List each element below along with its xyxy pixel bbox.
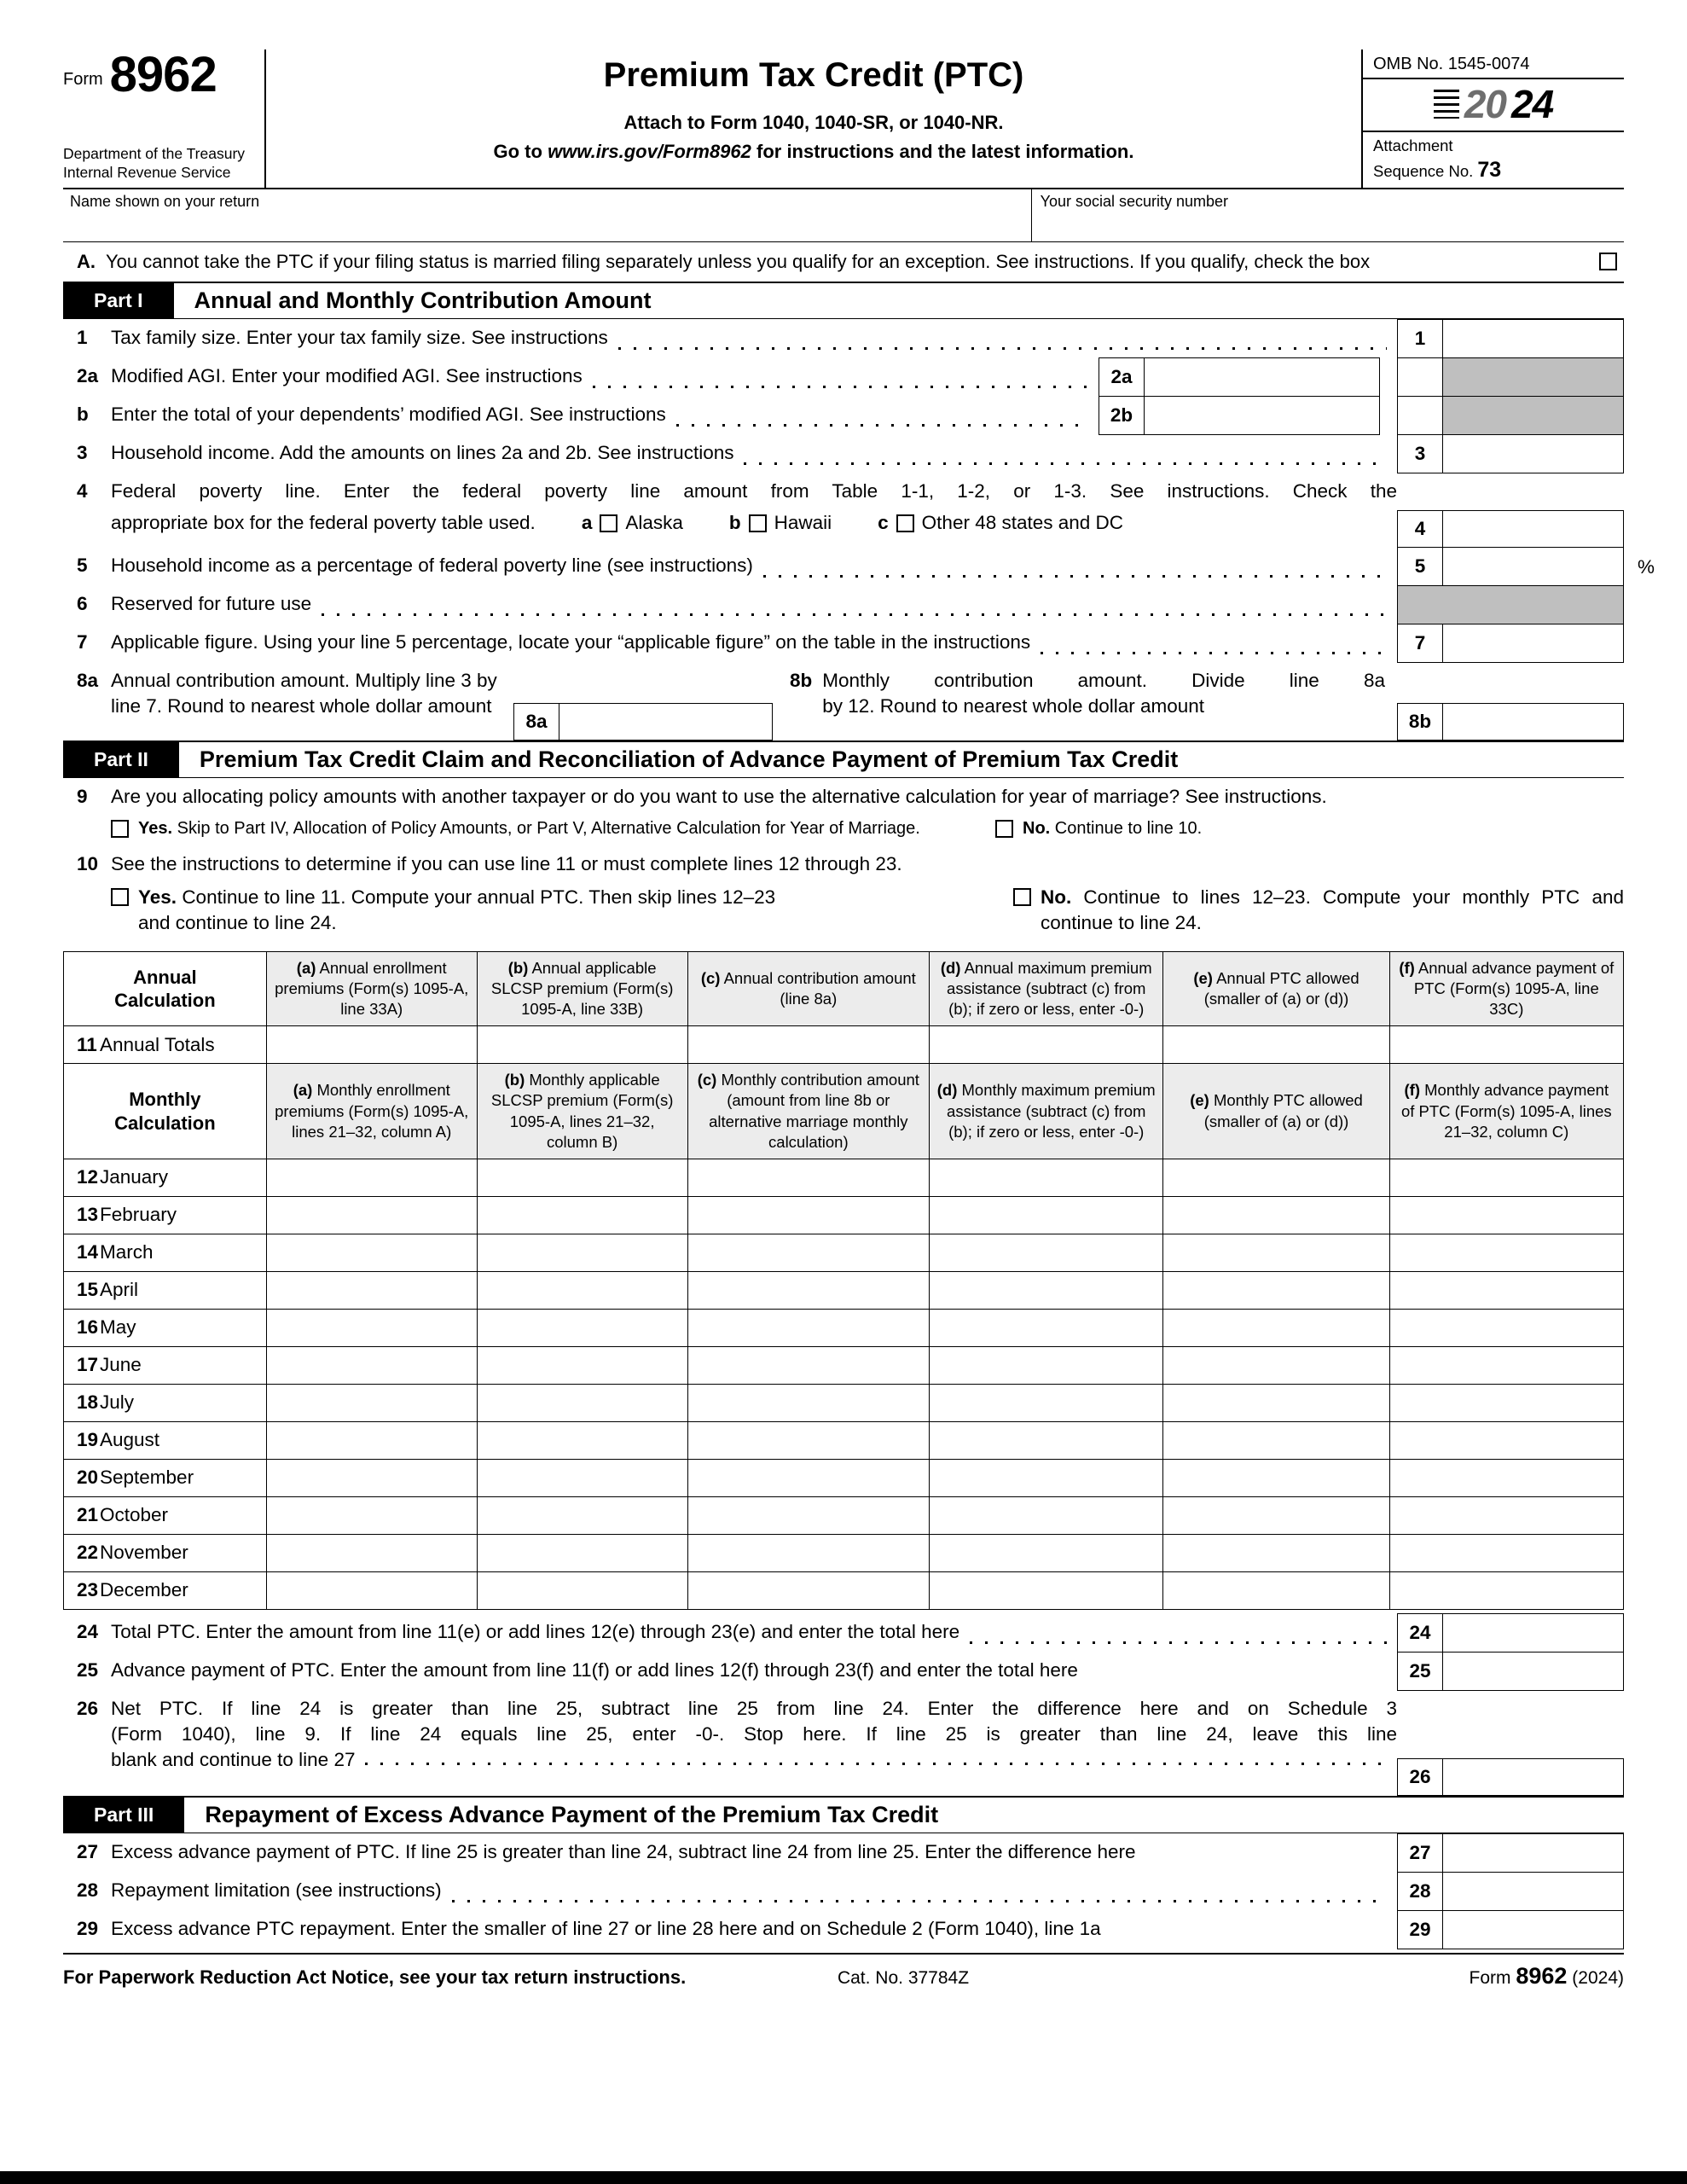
annual-col-e-header: (e) Annual PTC allowed (smaller of (a) or (d))	[1163, 952, 1389, 1026]
entry-cell[interactable]	[1163, 1234, 1389, 1271]
entry-cell[interactable]	[477, 1346, 687, 1384]
annual-totals-row	[64, 1026, 1624, 1064]
form-id-block	[63, 49, 266, 188]
line-29-entry[interactable]	[1443, 1910, 1624, 1949]
entry-cell[interactable]	[930, 1234, 1163, 1271]
entry-cell[interactable]	[266, 1346, 477, 1384]
entry-cell[interactable]	[266, 1159, 477, 1196]
line-2b-shaded-area	[1443, 396, 1624, 435]
entry-cell[interactable]	[477, 1309, 687, 1346]
entry-cell[interactable]	[930, 1271, 1163, 1309]
entry-cell[interactable]	[687, 1384, 929, 1421]
entry-cell[interactable]	[266, 1271, 477, 1309]
dotted-leader	[322, 613, 1387, 616]
exception-checkbox[interactable]	[1599, 253, 1617, 270]
line-29-text: Excess advance PTC repayment. Enter the smaller of line 27 or line 28 here and on Schedule 2 (Form 1040), line 1a	[111, 1917, 1101, 1939]
line-7-box-label: 7	[1397, 624, 1443, 663]
omb-number: OMB No. 1545-0074	[1373, 55, 1530, 73]
goto-instruction: Go to www.irs.gov/Form8962 for instructions and the latest information.	[493, 141, 1134, 162]
month-row-june: 17June	[64, 1346, 1624, 1384]
line-28-entry[interactable]	[1443, 1872, 1624, 1911]
ssn-label: Your social security number	[1040, 192, 1229, 210]
line-9	[63, 778, 1624, 814]
line-11d-entry[interactable]	[930, 1026, 1163, 1064]
line-8b-box-label: 8b	[1397, 703, 1443, 741]
name-field[interactable]	[63, 189, 1031, 241]
part1-label: Part I	[63, 283, 174, 318]
entry-cell[interactable]	[930, 1196, 1163, 1234]
entry-cell[interactable]	[266, 1384, 477, 1421]
line-29-number: 29	[77, 1917, 99, 1939]
line-10-yes-option	[111, 885, 838, 937]
line-2a-number: 2a	[77, 364, 99, 386]
poverty-option-c: c Other 48 states and DC	[878, 511, 1124, 533]
line-28-text: Repayment limitation (see instructions)	[111, 1879, 442, 1901]
line-1-box-label: 1	[1397, 319, 1443, 358]
line-2a-blank-box	[1397, 357, 1443, 397]
notice-a	[63, 242, 1624, 282]
line-6-reserved-area	[1397, 585, 1624, 624]
entry-cell[interactable]	[1163, 1534, 1389, 1571]
entry-cell[interactable]	[1389, 1534, 1623, 1571]
ssn-field[interactable]	[1031, 189, 1624, 241]
month-row-april: 15April	[64, 1271, 1624, 1309]
monthly-col-c-header: (c) Monthly contribution amount (amount from line 8b or alternative marriage monthly calculation)	[687, 1064, 929, 1159]
entry-cell[interactable]	[477, 1159, 687, 1196]
month-row-september: 20September	[64, 1459, 1624, 1496]
line-2b	[63, 396, 1624, 435]
month-row-november: 22November	[64, 1534, 1624, 1571]
entry-cell[interactable]	[1163, 1271, 1389, 1309]
entry-cell[interactable]	[1163, 1196, 1389, 1234]
entry-cell[interactable]	[687, 1571, 929, 1609]
line-24	[63, 1613, 1624, 1653]
entry-cell[interactable]	[477, 1271, 687, 1309]
line-3-entry[interactable]	[1443, 434, 1624, 473]
line-11c-entry[interactable]	[687, 1026, 929, 1064]
form-number: 8962	[109, 47, 217, 102]
line-10-yes-checkbox[interactable]	[111, 888, 129, 906]
line-3-box-label: 3	[1397, 434, 1443, 473]
sequence-number: 73	[1477, 158, 1502, 183]
line-25-number: 25	[77, 1658, 99, 1681]
hawaii-checkbox[interactable]	[749, 514, 767, 532]
entry-cell[interactable]	[687, 1159, 929, 1196]
line-5-text: Household income as a percentage of federal poverty line (see instructions)	[111, 554, 753, 576]
line-7-entry[interactable]	[1443, 624, 1624, 663]
entry-cell[interactable]	[930, 1534, 1163, 1571]
entry-cell[interactable]	[1163, 1384, 1389, 1421]
line-4-text: Federal poverty line. Enter the federal poverty line amount from Table 1-1, 1-2, or 1-3. See instructions. Check the appropriate box for the federal poverty table used. a Alaska b Hawaii c Other 48 states and DC	[111, 473, 1397, 548]
entry-cell[interactable]	[266, 1234, 477, 1271]
line-8a-box-label: 8a	[513, 703, 559, 741]
line-29	[63, 1910, 1624, 1949]
notice-a-letter: A.	[77, 250, 96, 272]
entry-cell[interactable]	[930, 1459, 1163, 1496]
dotted-leader	[970, 1641, 1387, 1644]
dotted-leader	[1041, 652, 1387, 654]
other-48-states-checkbox[interactable]	[896, 514, 914, 532]
entry-cell[interactable]	[1163, 1496, 1389, 1534]
line-26-box-label: 26	[1397, 1758, 1443, 1796]
entry-cell[interactable]	[1163, 1571, 1389, 1609]
line-9-text: Are you allocating policy amounts with another taxpayer or do you want to use the alternative calculation for year of marriage? See instructions.	[111, 785, 1327, 807]
line-7	[63, 624, 1624, 663]
part1-section	[63, 319, 1655, 741]
agency-line1: Department of the Treasury	[63, 144, 246, 162]
entry-cell[interactable]	[1389, 1346, 1623, 1384]
line-11f-entry[interactable]	[1389, 1026, 1623, 1064]
part3-title: Repayment of Excess Advance Payment of the Premium Tax Credit	[205, 1801, 939, 1827]
form-header	[63, 49, 1624, 188]
entry-cell[interactable]	[930, 1496, 1163, 1534]
line-26-text: Net PTC. If line 24 is greater than line 25, subtract line 25 from line 24. Enter the difference here and on Schedule 3 (Form 1040), line 9. If line 24 equals line 25, enter -0-. Stop here. If line 25 is greater than line 24, leave this line blank and continue to line 27	[111, 1697, 1397, 1771]
line-27-box-label: 27	[1397, 1833, 1443, 1873]
line-26	[63, 1690, 1624, 1796]
entry-cell[interactable]	[1389, 1159, 1623, 1196]
line-10-text: See the instructions to determine if you can use line 11 or must complete lines 12 through 23.	[111, 852, 902, 874]
line-2b-number: b	[77, 403, 89, 425]
notice-a-text: You cannot take the PTC if your filing status is married filing separately unless you qualify for an exception. See instructions. If you qualify, check the box	[106, 250, 1371, 272]
agency-line2: Internal Revenue Service	[63, 163, 231, 181]
part3-section	[63, 1833, 1624, 1949]
entry-cell[interactable]	[477, 1534, 687, 1571]
ptc-calculation-table	[63, 951, 1624, 1609]
entry-cell[interactable]	[1389, 1309, 1623, 1346]
line-11-label: 11 Annual Totals	[64, 1026, 267, 1064]
line-5-entry[interactable]	[1443, 547, 1624, 586]
alaska-checkbox[interactable]	[600, 514, 617, 532]
form-word: Form	[63, 70, 103, 90]
entry-cell[interactable]	[477, 1496, 687, 1534]
line-8a-number: 8a	[77, 669, 99, 691]
annual-col-b-header: (b) Annual applicable SLCSP premium (Form(s) 1095-A, line 33B)	[477, 952, 687, 1026]
dotted-leader	[593, 386, 1088, 388]
line-3	[63, 434, 1624, 473]
entry-cell[interactable]	[1163, 1421, 1389, 1459]
line-4-number: 4	[77, 479, 88, 502]
name-label: Name shown on your return	[70, 192, 260, 210]
line-27-number: 27	[77, 1840, 99, 1862]
dotted-leader	[452, 1900, 1387, 1902]
paperwork-notice: For Paperwork Reduction Act Notice, see your tax return instructions.	[63, 1966, 687, 1988]
line-8a-text: Annual contribution amount. Multiply line 3 by line 7. Round to nearest whole dollar amount	[111, 669, 497, 717]
part2-section	[63, 778, 1624, 1796]
line-24-box-label: 24	[1397, 1613, 1443, 1653]
dotted-leader	[744, 462, 1387, 465]
line-8b-text: 8b Monthly contribution amount. Divide line 8a by 12. Round to nearest whole dollar amount	[786, 662, 1397, 741]
entry-cell[interactable]	[1389, 1421, 1623, 1459]
line-9-yes-text: Yes. Skip to Part IV, Allocation of Policy Amounts, or Part V, Alternative Calculation for Year of Marriage.	[138, 818, 920, 838]
entry-cell[interactable]	[266, 1496, 477, 1534]
dotted-leader	[365, 1763, 1387, 1765]
line-8b-entry[interactable]	[1443, 703, 1624, 741]
entry-cell[interactable]	[687, 1534, 929, 1571]
dotted-leader	[763, 575, 1387, 578]
line-9-options	[63, 814, 1624, 845]
entry-cell[interactable]	[1389, 1571, 1623, 1609]
month-row-july: 18July	[64, 1384, 1624, 1421]
line-3-text: Household income. Add the amounts on lines 2a and 2b. See instructions	[111, 441, 734, 463]
omb-block	[1361, 49, 1624, 188]
line-4-box-label: 4	[1397, 510, 1443, 548]
part2-header	[63, 741, 1624, 778]
line-3-number: 3	[77, 441, 88, 463]
entry-cell[interactable]	[1389, 1384, 1623, 1421]
line-9-number: 9	[77, 785, 88, 807]
entry-cell[interactable]	[930, 1421, 1163, 1459]
percent-sign: %	[1637, 555, 1655, 578]
annual-col-a-header: (a) Annual enrollment premiums (Form(s) 1095-A, line 33A)	[266, 952, 477, 1026]
dotted-leader	[618, 347, 1387, 350]
line-11a-entry[interactable]	[266, 1026, 477, 1064]
entry-cell[interactable]	[477, 1459, 687, 1496]
line-9-no-text: No. Continue to line 10.	[1023, 818, 1203, 838]
annual-calculation-label: Annual Calculation	[64, 952, 267, 1026]
line-10	[63, 845, 1624, 881]
line-6	[63, 585, 1624, 624]
line-8b-number: 8b	[790, 669, 813, 691]
entry-cell[interactable]	[477, 1384, 687, 1421]
entry-cell[interactable]	[930, 1159, 1163, 1196]
part2-label: Part II	[63, 742, 179, 777]
line-1	[63, 319, 1624, 358]
entry-cell[interactable]	[930, 1309, 1163, 1346]
entry-cell[interactable]	[477, 1196, 687, 1234]
line-28-box-label: 28	[1397, 1872, 1443, 1911]
line-27-text: Excess advance payment of PTC. If line 25 is greater than line 24, subtract line 24 from line 25. Enter the difference here	[111, 1840, 1136, 1862]
page-title: Premium Tax Credit (PTC)	[603, 56, 1024, 94]
entry-cell[interactable]	[687, 1196, 929, 1234]
line-1-text: Tax family size. Enter your tax family size. See instructions	[111, 326, 608, 348]
annual-col-d-header: (d) Annual maximum premium assistance (subtract (c) from (b); if zero or less, enter -0-)	[930, 952, 1163, 1026]
line-5-box-label: 5	[1397, 547, 1443, 586]
line-27	[63, 1833, 1624, 1873]
line-7-text: Applicable figure. Using your line 5 percentage, locate your “applicable figure” on the table in the instructions	[111, 630, 1031, 653]
line-5-number: 5	[77, 554, 88, 576]
line-9-no-checkbox[interactable]	[995, 820, 1013, 838]
monthly-col-e-header: (e) Monthly PTC allowed (smaller of (a) or (d))	[1163, 1064, 1389, 1159]
line-24-number: 24	[77, 1620, 99, 1642]
annual-header-row	[64, 952, 1624, 1026]
entry-cell[interactable]	[1389, 1234, 1623, 1271]
attach-instruction: Attach to Form 1040, 1040-SR, or 1040-NR.	[623, 112, 1004, 133]
monthly-header-row	[64, 1064, 1624, 1159]
line-7-number: 7	[77, 630, 88, 653]
form-title-block	[266, 49, 1361, 188]
line-5	[63, 547, 1655, 586]
part3-header	[63, 1796, 1624, 1833]
line-24-text: Total PTC. Enter the amount from line 11(e) or add lines 12(e) through 23(e) and enter the total here	[111, 1620, 960, 1642]
line-28-number: 28	[77, 1879, 99, 1901]
line-8a-entry[interactable]	[559, 703, 773, 741]
line-10-options	[63, 881, 1624, 945]
line-2a	[63, 357, 1624, 397]
month-row-january: 12January	[64, 1159, 1624, 1196]
part3-label: Part III	[63, 1798, 184, 1833]
line-2b-entry[interactable]	[1145, 396, 1380, 435]
entry-cell[interactable]	[266, 1534, 477, 1571]
entry-cell[interactable]	[687, 1496, 929, 1534]
line-4-entry[interactable]	[1443, 510, 1624, 548]
line-10-yes-text: Yes. Continue to line 11. Compute your annual PTC. Then skip lines 12–23 and continue to line 24.	[138, 886, 776, 933]
irs-url: www.irs.gov/Form8962	[548, 141, 751, 162]
entry-cell[interactable]	[930, 1346, 1163, 1384]
entry-cell[interactable]	[687, 1459, 929, 1496]
entry-cell[interactable]	[1163, 1459, 1389, 1496]
line-2b-text: Enter the total of your dependents’ modified AGI. See instructions	[111, 403, 666, 425]
entry-cell[interactable]	[687, 1309, 929, 1346]
footer-form-id: Form 8962 (2024)	[1469, 1962, 1624, 1989]
monthly-col-b-header: (b) Monthly applicable SLCSP premium (Form(s) 1095-A, lines 21–32, column B)	[477, 1064, 687, 1159]
entry-cell[interactable]	[687, 1271, 929, 1309]
entry-cell[interactable]	[477, 1421, 687, 1459]
entry-cell[interactable]	[266, 1421, 477, 1459]
annual-col-f-header: (f) Annual advance payment of PTC (Form(s) 1095-A, line 33C)	[1389, 952, 1623, 1026]
entry-cell[interactable]	[1389, 1459, 1623, 1496]
month-row-october: 21October	[64, 1496, 1624, 1534]
line-2a-text: Modified AGI. Enter your modified AGI. See instructions	[111, 364, 583, 386]
entry-cell[interactable]	[930, 1571, 1163, 1609]
line-10-no-option	[1013, 885, 1624, 937]
entry-cell[interactable]	[1389, 1196, 1623, 1234]
line-6-text: Reserved for future use	[111, 592, 312, 614]
line-25-text: Advance payment of PTC. Enter the amount from line 11(f) or add lines 12(f) through 23(f) and enter the total here	[111, 1658, 1078, 1681]
line-26-entry[interactable]	[1443, 1758, 1624, 1796]
line-11e-entry[interactable]	[1163, 1026, 1389, 1064]
entry-cell[interactable]	[1163, 1309, 1389, 1346]
line-29-box-label: 29	[1397, 1910, 1443, 1949]
attachment-sequence: Attachment Sequence No. 73	[1363, 131, 1624, 188]
entry-cell[interactable]	[477, 1234, 687, 1271]
line-28	[63, 1872, 1624, 1911]
year-stripes-decoration	[1434, 90, 1459, 119]
monthly-calculation-label: Monthly Calculation	[64, 1064, 267, 1159]
page-edge-bar	[0, 2171, 1687, 2184]
line-10-number: 10	[77, 852, 99, 874]
form-footer	[63, 1953, 1624, 1989]
part1-header	[63, 282, 1624, 319]
part2-title: Premium Tax Credit Claim and Reconciliation of Advance Payment of Premium Tax Credit	[199, 746, 1179, 772]
dotted-leader	[676, 424, 1088, 427]
entry-cell[interactable]	[687, 1421, 929, 1459]
line-25-entry[interactable]	[1443, 1652, 1624, 1691]
line-8	[63, 662, 1624, 741]
line-2b-box-label: 2b	[1099, 396, 1145, 435]
month-row-may: 16May	[64, 1309, 1624, 1346]
entry-cell[interactable]	[930, 1384, 1163, 1421]
poverty-option-b: b Hawaii	[728, 511, 832, 533]
line-26-number: 26	[77, 1697, 99, 1719]
monthly-col-f-header: (f) Monthly advance payment of PTC (Form(s) 1095-A, lines 21–32, column C)	[1389, 1064, 1623, 1159]
entry-cell[interactable]	[266, 1309, 477, 1346]
month-row-march: 14March	[64, 1234, 1624, 1271]
line-10-no-text: No. Continue to lines 12–23. Compute your monthly PTC and continue to line 24.	[1041, 886, 1624, 933]
tax-year: 20 24	[1363, 78, 1624, 131]
catalog-number: Cat. No. 37784Z	[837, 1967, 970, 1988]
entry-cell[interactable]	[1389, 1496, 1623, 1534]
line-2a-shaded-area	[1443, 357, 1624, 397]
line-1-number: 1	[77, 326, 88, 348]
line-2a-entry[interactable]	[1145, 357, 1380, 397]
line-6-number: 6	[77, 592, 88, 614]
entry-cell[interactable]	[477, 1571, 687, 1609]
entry-cell[interactable]	[266, 1459, 477, 1496]
line-25-box-label: 25	[1397, 1652, 1443, 1691]
monthly-col-a-header: (a) Monthly enrollment premiums (Form(s) 1095-A, lines 21–32, column A)	[266, 1064, 477, 1159]
line-4	[63, 473, 1624, 548]
line-25	[63, 1652, 1624, 1691]
monthly-col-d-header: (d) Monthly maximum premium assistance (subtract (c) from (b); if zero or less, enter -0-)	[930, 1064, 1163, 1159]
line-9-yes-checkbox[interactable]	[111, 820, 129, 838]
line-2b-blank-box	[1397, 396, 1443, 435]
entry-cell[interactable]	[687, 1346, 929, 1384]
taxpayer-row	[63, 188, 1624, 242]
poverty-option-a: a Alaska	[581, 511, 683, 533]
line-27-entry[interactable]	[1443, 1833, 1624, 1873]
entry-cell[interactable]	[687, 1234, 929, 1271]
line-1-entry[interactable]	[1443, 319, 1624, 358]
entry-cell[interactable]	[266, 1196, 477, 1234]
line-11b-entry[interactable]	[477, 1026, 687, 1064]
line-2a-box-label: 2a	[1099, 357, 1145, 397]
annual-col-c-header: (c) Annual contribution amount (line 8a)	[687, 952, 929, 1026]
part1-title: Annual and Monthly Contribution Amount	[194, 287, 652, 313]
entry-cell[interactable]	[1163, 1159, 1389, 1196]
entry-cell[interactable]	[1163, 1346, 1389, 1384]
line-10-no-checkbox[interactable]	[1013, 888, 1031, 906]
month-row-december: 23December	[64, 1571, 1624, 1609]
entry-cell[interactable]	[266, 1571, 477, 1609]
entry-cell[interactable]	[1389, 1271, 1623, 1309]
month-row-august: 19August	[64, 1421, 1624, 1459]
month-row-february: 13February	[64, 1196, 1624, 1234]
line-24-entry[interactable]	[1443, 1613, 1624, 1653]
